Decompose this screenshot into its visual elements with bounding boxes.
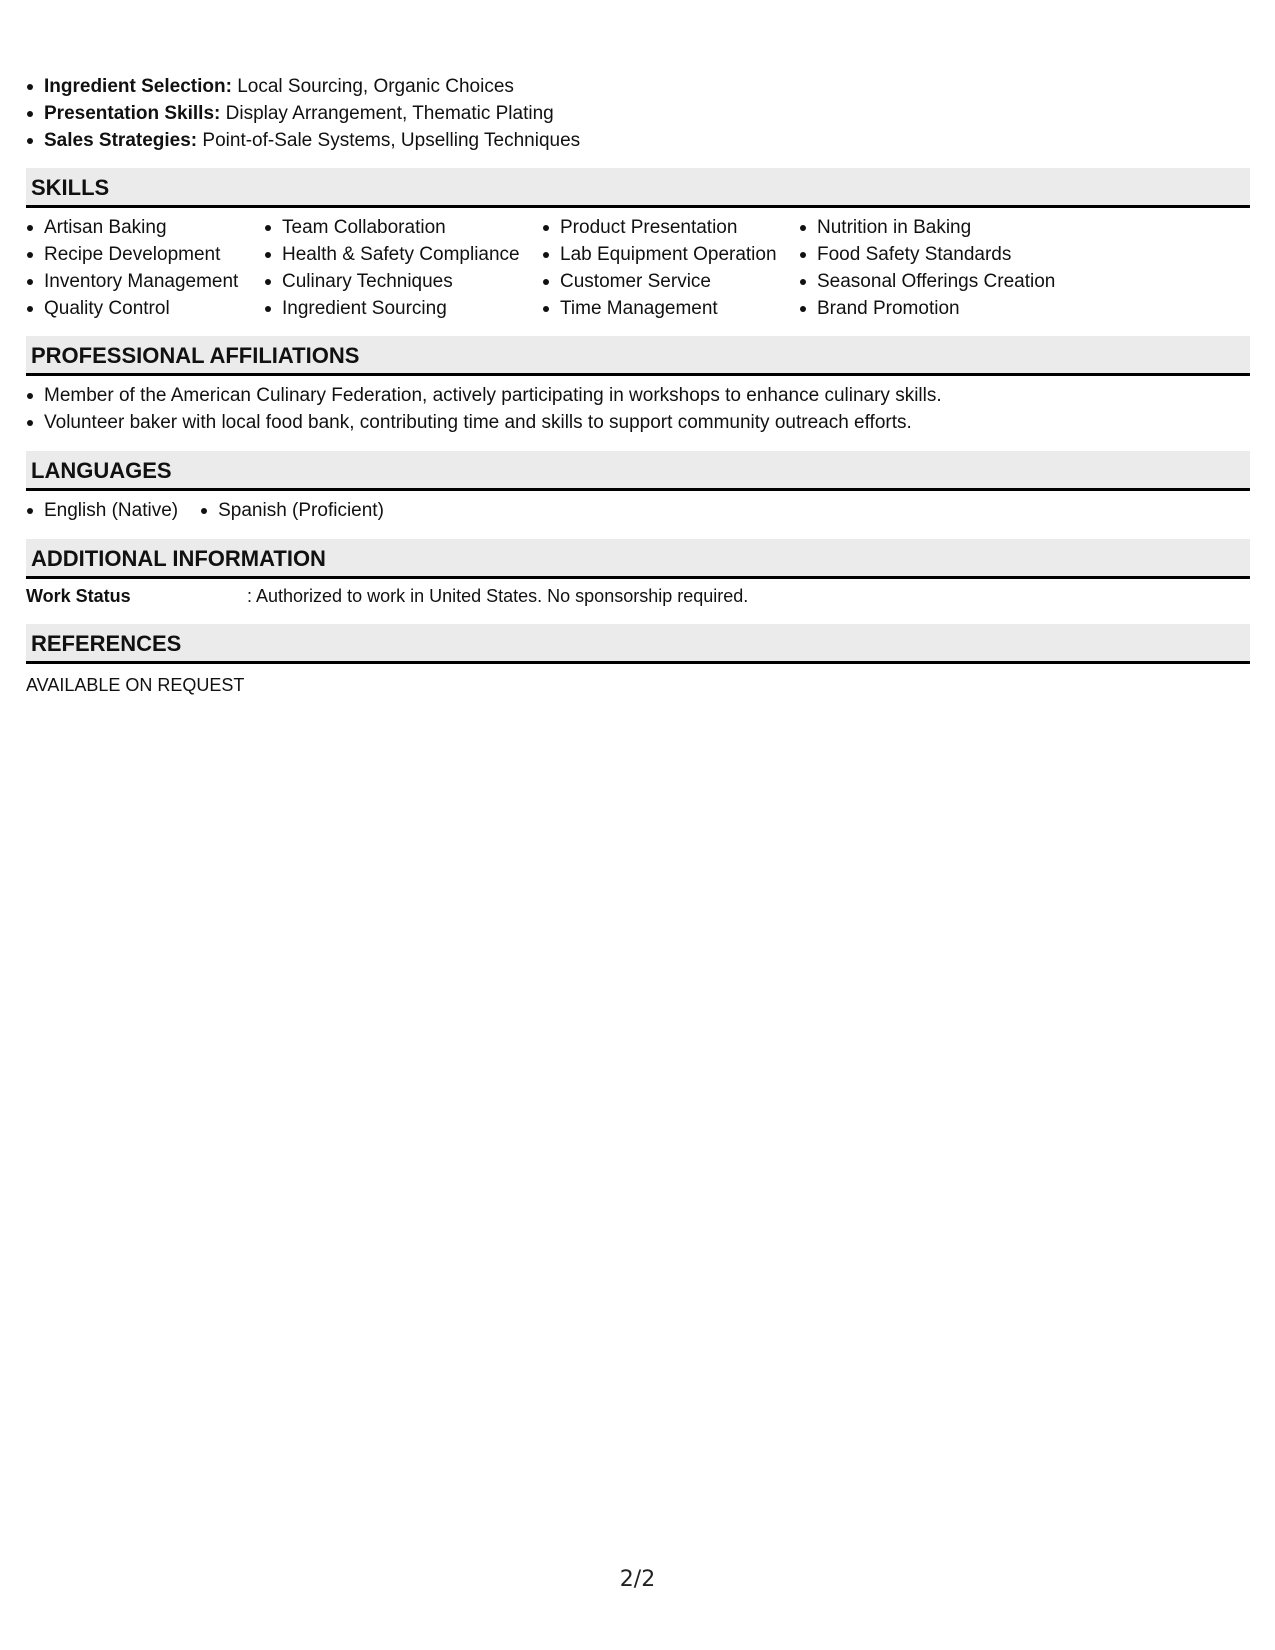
skill-item: Brand Promotion [799,295,1099,322]
references-text: AVAILABLE ON REQUEST [26,675,245,695]
item-label: Ingredient Selection: [44,76,232,97]
item-text: Display Arrangement, Thematic Plating [220,103,554,124]
language-item: English (Native) [26,497,178,524]
skills-column [264,214,542,322]
list-item [26,100,1250,127]
skill-item: Culinary Techniques [264,268,542,295]
languages-header: LANGUAGES [26,451,1250,491]
work-status-label: Work Status [26,586,131,606]
skill-item: Food Safety Standards [799,241,1099,268]
item-label: Sales Strategies: [44,130,198,151]
affiliations-list [26,382,1250,436]
item-label: Presentation Skills: [44,103,221,124]
language-item: Spanish (Proficient) [200,497,384,524]
resume-page [26,76,1250,699]
skills-column [26,214,264,322]
languages-list [26,497,1250,524]
skill-item: Nutrition in Baking [799,214,1099,241]
work-status-value: : Authorized to work in United States. No sponsorship required. [247,586,749,606]
list-item [26,73,1250,100]
additional-info-header: ADDITIONAL INFORMATION [26,539,1250,579]
skills-header: SKILLS [26,168,1250,208]
skills-column [799,214,1099,322]
affiliations-header: PROFESSIONAL AFFILIATIONS [26,336,1250,376]
skill-item: Customer Service [542,268,799,295]
skill-item: Team Collaboration [264,214,542,241]
skill-item: Health & Safety Compliance [264,241,542,268]
work-status-row [26,583,1250,610]
skill-item: Lab Equipment Operation [542,241,799,268]
affiliation-item: Member of the American Culinary Federation, actively participating in workshops to enhance culinary skills. [26,382,1250,409]
intro-list [26,73,1250,154]
page-number: 2/2 [619,1567,656,1592]
skill-item: Time Management [542,295,799,322]
skill-item: Quality Control [26,295,264,322]
affiliation-item: Volunteer baker with local food bank, contributing time and skills to support community outreach efforts. [26,409,1250,436]
item-text: Point-of-Sale Systems, Upselling Techniques [197,130,581,151]
skill-item: Artisan Baking [26,214,264,241]
skills-grid [26,214,1250,322]
skill-item: Recipe Development [26,241,264,268]
skill-item: Ingredient Sourcing [264,295,542,322]
skill-item: Product Presentation [542,214,799,241]
item-text: Local Sourcing, Organic Choices [231,76,514,97]
list-item [26,127,1250,154]
skills-column [542,214,799,322]
references-header: REFERENCES [26,624,1250,664]
skill-item: Seasonal Offerings Creation [799,268,1099,295]
skill-item: Inventory Management [26,268,264,295]
